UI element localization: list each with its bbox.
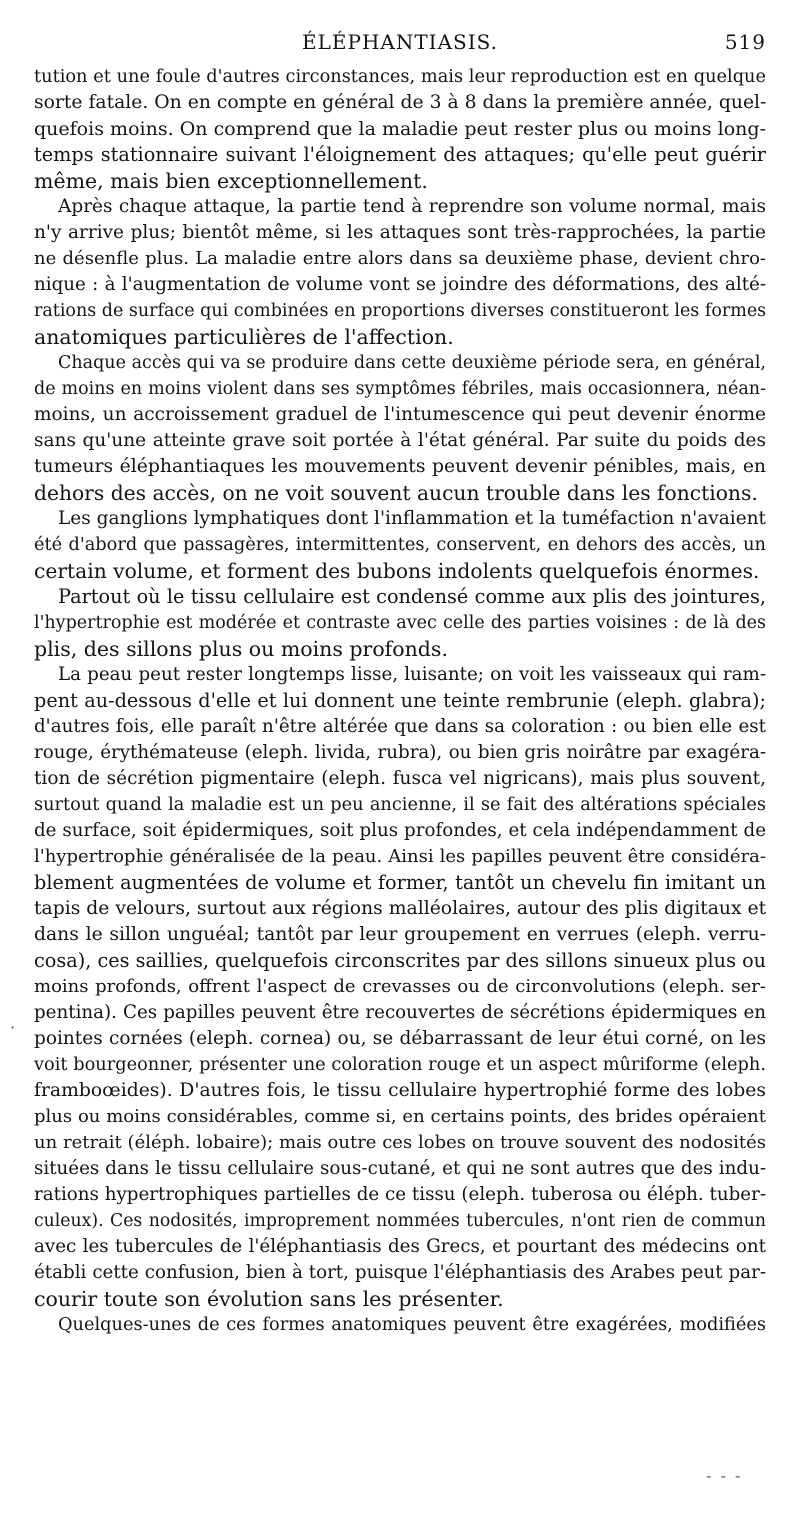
text-line: Les ganglions lymphatiques dont l'inflammation et la tuméfaction n'avaient [58,508,766,529]
text-line: situées dans le tissu cellulaire sous-cutané, et qui ne sont autres que des indu- [34,1158,766,1179]
text-line: pointes cornées (eleph. cornea) ou, se débarrassant de leur étui corné, on les [34,1028,766,1049]
text-line: plus ou moins considérables, comme si, en certains points, des brides opéraient [34,1106,766,1127]
text-line: courir toute son évolution sans les présenter. [34,1287,504,1311]
text-line: rouge, érythémateuse (eleph. livida, rubra), ou bien gris noirâtre par exagéra- [34,742,766,763]
text-line: ne désenfle plus. La maladie entre alors dans sa deuxième phase, devient chro- [34,248,766,269]
text-line: même, mais bien exceptionnellement. [34,169,428,193]
margin-dot: · [10,1018,16,1037]
text-line: tion de sécrétion pigmentaire (eleph. fusca vel nigricans), mais plus souvent, [34,768,766,789]
text-line: Chaque accès qui va se produire dans cette deuxième période sera, en général, [58,353,766,373]
body-text [34,64,766,1338]
text-line: nique : à l'augmentation de volume vont se joindre des déformations, des alté- [34,274,766,295]
text-line: tapis de velours, surtout aux régions malléolaires, autour des plis digitaux et [34,898,767,919]
text-line: de moins en moins violent dans ses symptômes fébriles, mais occasionnera, néan- [34,379,766,399]
text-line: sorte fatale. On en compte en général de 3 à 8 dans la première année, quel- [34,92,767,113]
text-line: cosa), ces saillies, quelquefois circonscrites par des sillons sinueux plus ou [34,949,767,972]
text-line: rations de surface qui combinées en proportions diverses constitueront les formes [34,301,767,321]
text-line: établi cette confusion, bien à tort, puisque l'éléphantiasis des Arabes peut par- [34,1262,766,1283]
text-line: moins profonds, offrent l'aspect de crevasses ou de circonvolutions (eleph. ser- [34,976,766,997]
text-line: pentina). Ces papilles peuvent être recouvertes de sécrétions épidermiques en [34,1002,766,1023]
text-line: l'hypertrophie généralisée de la peau. Ainsi les papilles peuvent être considéra- [34,846,766,867]
text-line: sans qu'une atteinte grave soit portée à l'état général. Par suite du poids des [34,430,766,451]
text-line: certain volume, et forment des bubons indolents quelquefois énormes. [34,559,760,583]
text-line: Partout où le tissu cellulaire est condensé comme aux plis des jointures, [58,585,766,608]
text-line: quefois moins. On comprend que la maladie peut rester plus ou moins long- [34,118,766,140]
page-number: 519 [724,30,766,54]
text-line: d'autres fois, elle paraît n'être altérée que dans sa coloration : ou bien elle est [34,716,766,737]
text-line: tumeurs éléphantiaques les mouvements peuvent devenir pénibles, mais, en [34,456,766,477]
text-line: culeux). Ces nodosités, improprement nommées tubercules, n'ont rien de commun [34,1211,766,1231]
text-line: anatomiques particulières de l'affection. [34,325,454,349]
text-line: dehors des accès, on ne voit souvent aucun trouble dans les fonctions. [34,481,758,505]
text-line: framboœides). D'autres fois, le tissu cellulaire hypertrophié forme des lobes [34,1080,766,1101]
text-line: de surface, soit épidermiques, soit plus profondes, et cela indépendamment de [34,820,766,841]
text-line: voit bourgeonner, présenter une coloration rouge et un aspect mûriforme (eleph. [34,1055,766,1075]
text-line: un retrait (éléph. lobaire); mais outre ces lobes on trouve souvent des nodosités [34,1132,766,1153]
text-line: surtout quand la maladie est un peu ancienne, il se fait des altérations spéciales [34,795,766,815]
text-line: Après chaque attaque, la partie tend à reprendre son volume normal, mais [58,196,766,217]
text-line: rations hypertrophiques partielles de ce tissu (eleph. tuberosa ou éléph. tuber- [34,1184,766,1205]
running-header [34,30,766,60]
text-line: pent au-dessous d'elle et lui donnent une teinte rembrunie (eleph. glabra); [34,689,766,712]
running-title: ÉLÉPHANTIASIS. [302,30,498,54]
text-line: moins, un accroissement graduel de l'intumescence qui peut devenir énorme [34,404,766,425]
text-line: blement augmentées de volume et former, tantôt un chevelu fin imitant un [34,871,766,894]
text-line: La peau peut rester longtemps lisse, luisante; on voit les vaisseaux qui ram- [58,664,766,685]
text-line: été d'abord que passagères, intermittentes, conservent, en dehors des accès, un [34,535,766,555]
text-line: tution et une foule d'autres circonstances, mais leur reproduction est en quelque [34,67,766,87]
text-line: dans le sillon unguéal; tantôt par leur groupement en verrues (eleph. verru- [34,924,766,945]
text-line: n'y arrive plus; bientôt même, si les attaques sont très-rapprochées, la partie [34,222,766,243]
text-line: avec les tubercules de l'éléphantiasis des Grecs, et pourtant des médecins ont [34,1236,766,1257]
text-line: l'hypertrophie est modérée et contraste avec celle des parties voisines : de là des [34,613,766,633]
ink-specks: ‐ ‐ ‐ [706,1466,743,1485]
text-line: Quelques-unes de ces formes anatomiques peuvent être exagérées, modifiées [58,1315,766,1335]
text-line: temps stationnaire suivant l'éloignement des attaques; qu'elle peut guérir [34,143,766,166]
text-line: plis, des sillons plus ou moins profonds. [34,637,448,661]
